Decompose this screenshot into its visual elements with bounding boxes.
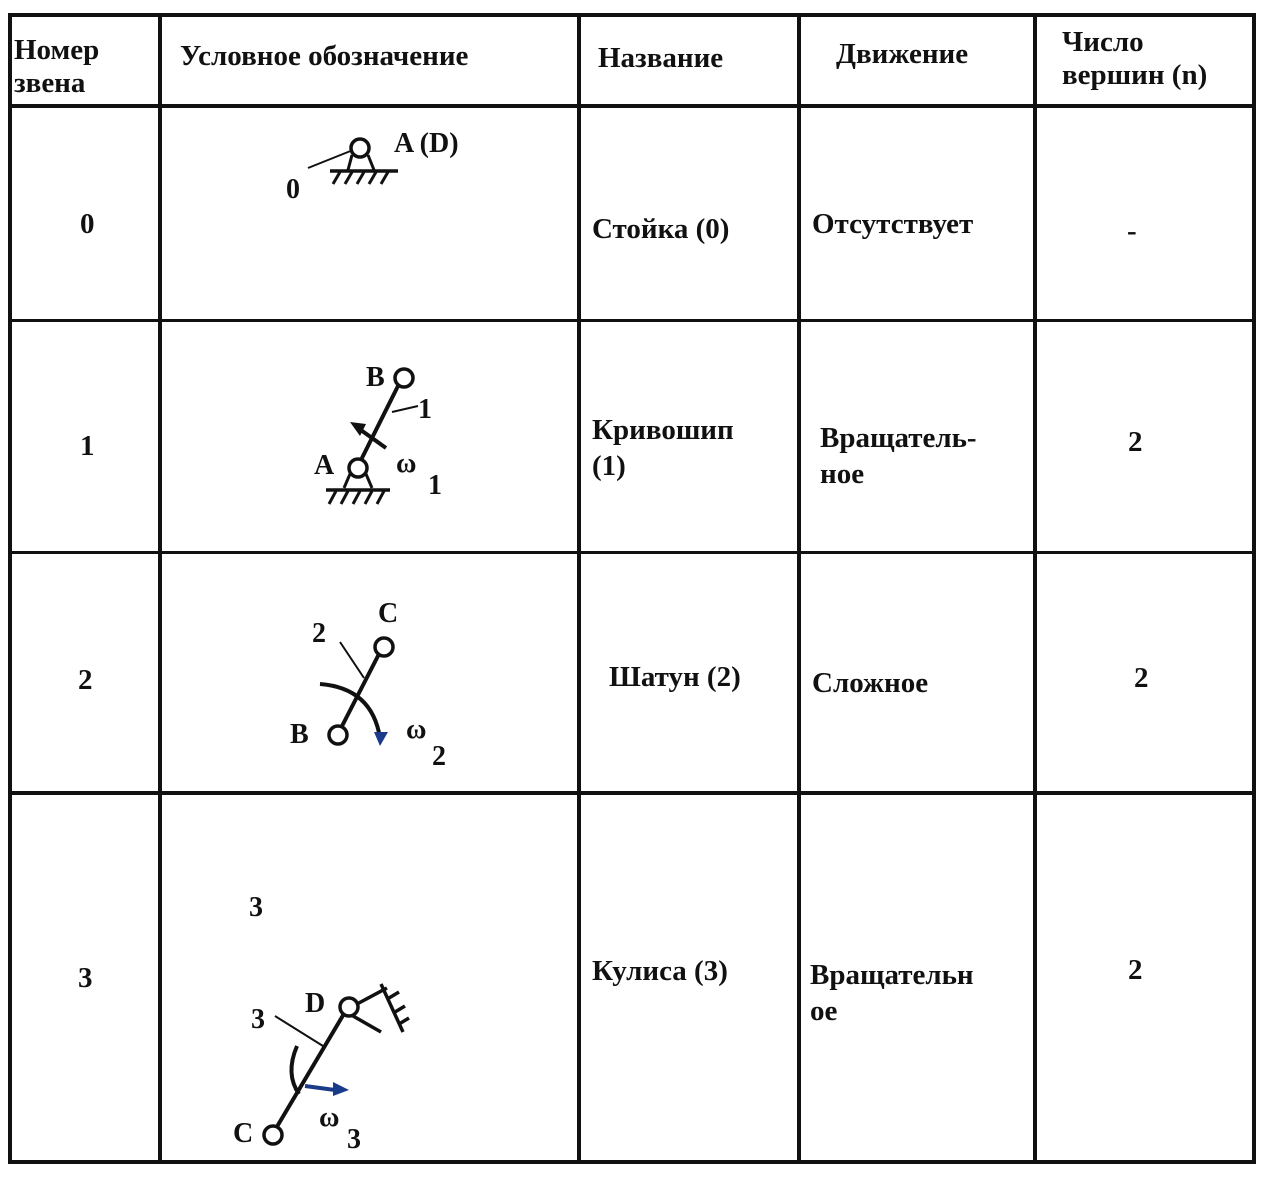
header-divider: [8, 104, 1256, 108]
row2-vertices: 2: [1134, 662, 1149, 694]
rocker-support: [353, 984, 409, 1032]
table-border-bottom: [8, 1160, 1256, 1164]
rocker-rotation-arc: [291, 1046, 299, 1094]
row1-vertices: 2: [1128, 426, 1143, 458]
header-symbol: Условное обозначение: [180, 40, 469, 72]
rocker-symbol: [225, 880, 425, 1160]
rod-omega-sub: 2: [432, 741, 446, 772]
row3-vertices: 2: [1128, 954, 1143, 986]
crank-support-left: [344, 474, 350, 488]
rod-leader-line: [340, 642, 364, 678]
row0-vertices: -: [1127, 215, 1137, 247]
rocker-label-c: C: [233, 1118, 254, 1149]
rod-label-c: C: [378, 598, 399, 629]
row-divider-1: [8, 319, 1256, 322]
frame-link-right: [368, 155, 374, 170]
crank-joint-a: [349, 459, 367, 477]
crank-link: [360, 382, 400, 462]
row0-motion: Отсутствует: [812, 208, 974, 240]
row1-name: Кривошип (1): [592, 414, 734, 482]
col-divider-4: [1033, 13, 1037, 1164]
rocker-joint-d: [340, 998, 358, 1016]
col-divider-1: [158, 13, 162, 1164]
rod-label-b: B: [290, 719, 309, 750]
row2-motion: Сложное: [812, 667, 929, 699]
row2-name: Шатун (2): [609, 661, 741, 693]
col-divider-2: [577, 13, 581, 1164]
rod-arrow-head-icon: [374, 732, 388, 746]
row3-number: 3: [78, 962, 93, 994]
crank-label-link: 1: [418, 394, 432, 425]
crank-joint-b: [395, 369, 413, 387]
header-name: Название: [598, 42, 724, 74]
row0-number: 0: [80, 208, 95, 240]
rod-label-link: 2: [312, 618, 326, 649]
row0-name: Стойка (0): [592, 213, 730, 245]
crank-leader-line: [392, 406, 418, 412]
rocker-omega-sub: 3: [347, 1124, 361, 1155]
rod-joint-c: [375, 638, 393, 656]
row3-name: Кулиса (3): [592, 955, 728, 987]
crank-omega-sub: 1: [428, 470, 442, 501]
table-border-left: [8, 13, 12, 1164]
frame-joint: [351, 139, 369, 157]
rocker-label-d: D: [305, 988, 326, 1019]
crank-hatching: [329, 491, 384, 504]
table-border-right: [1252, 13, 1256, 1164]
header-motion: Движение: [836, 38, 969, 70]
rocker-label-above: 3: [249, 892, 263, 923]
header-number: Номер звена: [14, 34, 100, 99]
row3-motion: Вращательн ое: [810, 959, 974, 1027]
row1-motion: Вращатель- ное: [820, 422, 977, 490]
crank-support-right: [366, 474, 372, 488]
rod-joint-b: [329, 726, 347, 744]
row2-number: 2: [78, 664, 93, 696]
rod-symbol: [280, 580, 480, 780]
rocker-joint-c: [264, 1126, 282, 1144]
header-vertices: Число вершин (n): [1062, 26, 1208, 91]
frame-hatching: [333, 172, 388, 184]
rocker-label-link: 3: [251, 1004, 265, 1035]
crank-symbol: [300, 350, 480, 530]
frame-symbol: [270, 120, 500, 220]
crank-omega: ω: [396, 448, 417, 479]
row1-number: 1: [80, 430, 95, 462]
row-divider-2: [8, 551, 1256, 554]
crank-label-a: A: [314, 450, 335, 481]
frame-link-label: 0: [286, 174, 300, 205]
frame-joint-label: A (D): [394, 128, 459, 159]
rocker-arrow-head-icon: [333, 1082, 349, 1096]
rocker-leader-line: [275, 1016, 323, 1046]
frame-link-left: [348, 155, 352, 170]
rocker-arrow-stroke: [305, 1086, 335, 1090]
row-divider-3: [8, 791, 1256, 795]
col-divider-3: [797, 13, 801, 1164]
rocker-omega: ω: [319, 1102, 340, 1133]
rod-omega: ω: [406, 714, 427, 745]
crank-label-b: B: [366, 362, 385, 393]
table-border-top: [8, 13, 1256, 17]
